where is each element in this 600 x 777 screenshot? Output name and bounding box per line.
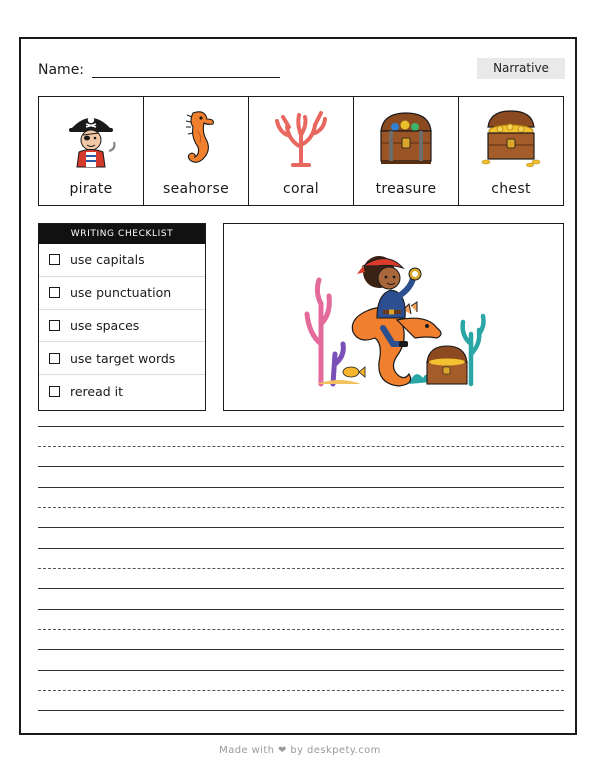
checklist-item[interactable] <box>39 342 205 375</box>
coral-icon <box>269 105 333 169</box>
footer-credit <box>0 745 600 756</box>
pirate-riding-seahorse-illustration <box>299 244 489 390</box>
word-label: treasure <box>375 181 437 197</box>
word-label: coral <box>283 181 319 197</box>
word-cell-seahorse <box>144 97 249 205</box>
writing-line[interactable] <box>38 609 564 610</box>
writing-line[interactable] <box>38 649 564 650</box>
writing-line[interactable] <box>38 548 564 549</box>
writing-line[interactable] <box>38 588 564 589</box>
checklist-item[interactable] <box>39 277 205 310</box>
checklist-item[interactable] <box>39 310 205 343</box>
checklist-title: WRITING CHECKLIST <box>39 224 205 244</box>
word-cell-pirate <box>39 97 144 205</box>
word-cell-treasure <box>354 97 459 205</box>
writing-line[interactable] <box>38 426 564 427</box>
writing-line[interactable] <box>38 710 564 711</box>
writing-line[interactable] <box>38 466 564 467</box>
writing-line[interactable] <box>38 527 564 528</box>
genre-tag: Narrative <box>477 58 565 79</box>
guide-line <box>38 568 564 569</box>
treasure-icon <box>375 105 437 169</box>
word-cell-chest <box>459 97 563 205</box>
checklist-item-label: use punctuation <box>70 285 172 301</box>
writing-line[interactable] <box>38 487 564 488</box>
name-line[interactable] <box>92 77 280 78</box>
pirate-icon <box>61 105 121 169</box>
guide-line <box>38 507 564 508</box>
checkbox[interactable] <box>49 386 60 397</box>
word-label: seahorse <box>163 181 229 197</box>
writing-checklist <box>38 223 206 411</box>
checkbox[interactable] <box>49 353 60 364</box>
checkbox[interactable] <box>49 287 60 298</box>
footer-prefix: Made with <box>219 745 275 756</box>
checklist-item[interactable] <box>39 244 205 277</box>
guide-line <box>38 629 564 630</box>
heart-icon: ❤ <box>278 745 287 756</box>
checklist-item-label: use spaces <box>70 317 140 333</box>
guide-line <box>38 690 564 691</box>
word-cell-coral <box>249 97 354 205</box>
word-label: pirate <box>69 181 113 197</box>
word-bank <box>38 96 564 206</box>
guide-line <box>38 446 564 447</box>
name-label: Name: <box>38 62 85 78</box>
seahorse-icon <box>171 105 221 169</box>
checklist-item-label: reread it <box>70 384 124 400</box>
checklist-item-label: use capitals <box>70 252 145 268</box>
footer-suffix: by deskpety.com <box>290 745 381 756</box>
checkbox[interactable] <box>49 254 60 265</box>
worksheet <box>19 37 577 735</box>
checklist-item[interactable] <box>39 375 205 408</box>
checklist-item-label: use target words <box>70 350 176 366</box>
checkbox[interactable] <box>49 320 60 331</box>
scene-picture <box>223 223 564 411</box>
chest-icon <box>480 105 542 169</box>
writing-line[interactable] <box>38 670 564 671</box>
word-label: chest <box>491 181 531 197</box>
